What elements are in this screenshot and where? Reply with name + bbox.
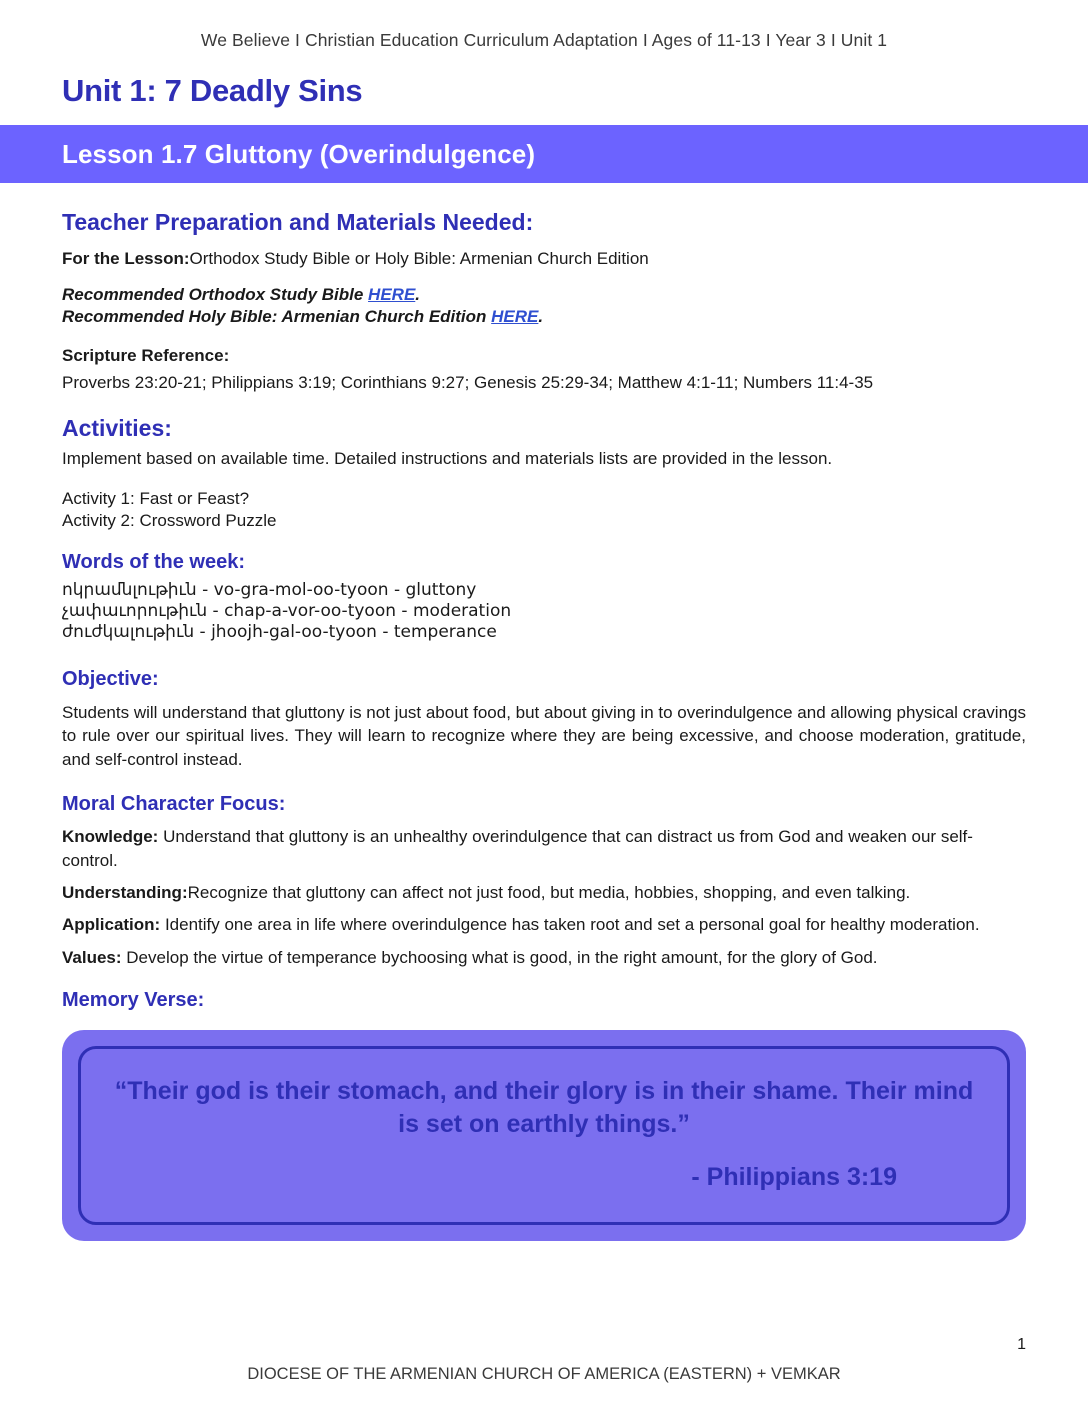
moral-item-values-text: Develop the virtue of temperance bychoosing what is good, in the right amount, for the glory of God. [121, 947, 878, 967]
activity-item-1: Activity 1: Fast or Feast? [62, 488, 250, 508]
lesson-banner-label: Lesson 1.7 Gluttony (Overindulgence) [62, 138, 536, 169]
memory-verse-reference: - Philippians 3:19 [691, 1163, 897, 1192]
document-footer: DIOCESE OF THE ARMENIAN CHURCH OF AMERICA (EASTERN) + VEMKAR [247, 1365, 841, 1383]
recommended-hb-line [62, 307, 1026, 327]
scripture-reference-label: Scripture Reference: [62, 345, 230, 365]
objective-heading: Objective: [62, 667, 159, 690]
recommended-osb-link[interactable]: HERE [368, 284, 416, 304]
teacher-preparation-heading: Teacher Preparation and Materials Needed: [62, 209, 534, 235]
activity-item-2: Activity 2: Crossword Puzzle [62, 510, 277, 530]
moral-item-understanding-label: Understanding: [62, 883, 188, 903]
moral-character-heading: Moral Character Focus: [62, 793, 286, 816]
for-the-lesson-value: Orthodox Study Bible or Holy Bible: Armenian Church Edition [189, 249, 649, 268]
moral-item-application [62, 913, 1026, 936]
objective-text: Students will understand that gluttony is not just about food, but about giving in to overindulgence and allowing physical cravings to rule over our spiritual lives. They will learn to recognize where they are being excessive, and choose moderation, gratitude, and self-control instead. [62, 702, 1026, 769]
scripture-reference-block [62, 345, 1026, 395]
moral-item-application-label: Application: [62, 915, 161, 935]
memory-verse-text: “Their god is their stomach, and their glory is in their shame. Their mind is set on earthly things.” [114, 1077, 974, 1139]
moral-item-knowledge [62, 825, 1026, 872]
memory-verse-card-inner [78, 1046, 1010, 1225]
word-of-week-3: ժուժկալութիւն - jhoojh-gal-oo-tyoon - temperance [62, 621, 497, 642]
moral-item-knowledge-label: Knowledge: [62, 827, 159, 847]
recommended-hb-link[interactable]: HERE [491, 306, 539, 326]
scripture-reference-value: Proverbs 23:20-21; Philippians 3:19; Corinthians 9:27; Genesis 25:29-34; Matthew 4:1-11; Numbers 11:4-35 [62, 372, 874, 392]
recommended-bibles-block [62, 285, 1026, 327]
moral-item-values [62, 946, 1026, 969]
word-of-week-2: չափաւորութիւն - chap-a-vor-oo-tyoon - moderation [62, 600, 512, 621]
document-content [0, 209, 1088, 1241]
recommended-hb-text: Recommended Holy Bible: Armenian Church Edition [62, 306, 492, 326]
recommended-hb-period: . [538, 306, 544, 326]
moral-item-understanding-text: Recognize that gluttony can affect not just food, but media, hobbies, shopping, and even talking. [187, 883, 911, 903]
for-the-lesson-label: For the Lesson: [62, 249, 190, 268]
page-number: 1 [1017, 1336, 1026, 1353]
moral-item-knowledge-text: Understand that gluttony is an unhealthy overindulgence that can distract us from God and weaken our self-control. [62, 827, 973, 870]
document-breadcrumb: We Believe I Christian Education Curriculum Adaptation I Ages of 11-13 I Year 3 I Unit 1 [200, 30, 888, 50]
moral-item-values-label: Values: [62, 947, 122, 967]
lesson-banner [0, 125, 1088, 183]
activities-heading: Activities: [62, 414, 172, 441]
memory-verse-card [62, 1030, 1026, 1241]
activities-intro: Implement based on available time. Detailed instructions and materials lists are provided in the lesson. [62, 448, 833, 468]
recommended-osb-period: . [415, 284, 421, 304]
words-of-week-heading: Words of the week: [62, 550, 245, 573]
word-of-week-1: ոկրամնլութիւն - vo-gra-mol-oo-tyoon - gluttony [62, 579, 477, 600]
memory-verse-heading: Memory Verse: [62, 989, 205, 1012]
for-the-lesson-line [62, 248, 1026, 271]
recommended-osb-line [62, 285, 1026, 305]
moral-item-application-text: Identify one area in life where overindulgence has taken root and set a personal goal for healthy moderation. [160, 915, 980, 935]
recommended-osb-text: Recommended Orthodox Study Bible [62, 284, 369, 304]
unit-title: Unit 1: 7 Deadly Sins [62, 73, 363, 108]
moral-item-understanding [62, 881, 1026, 904]
